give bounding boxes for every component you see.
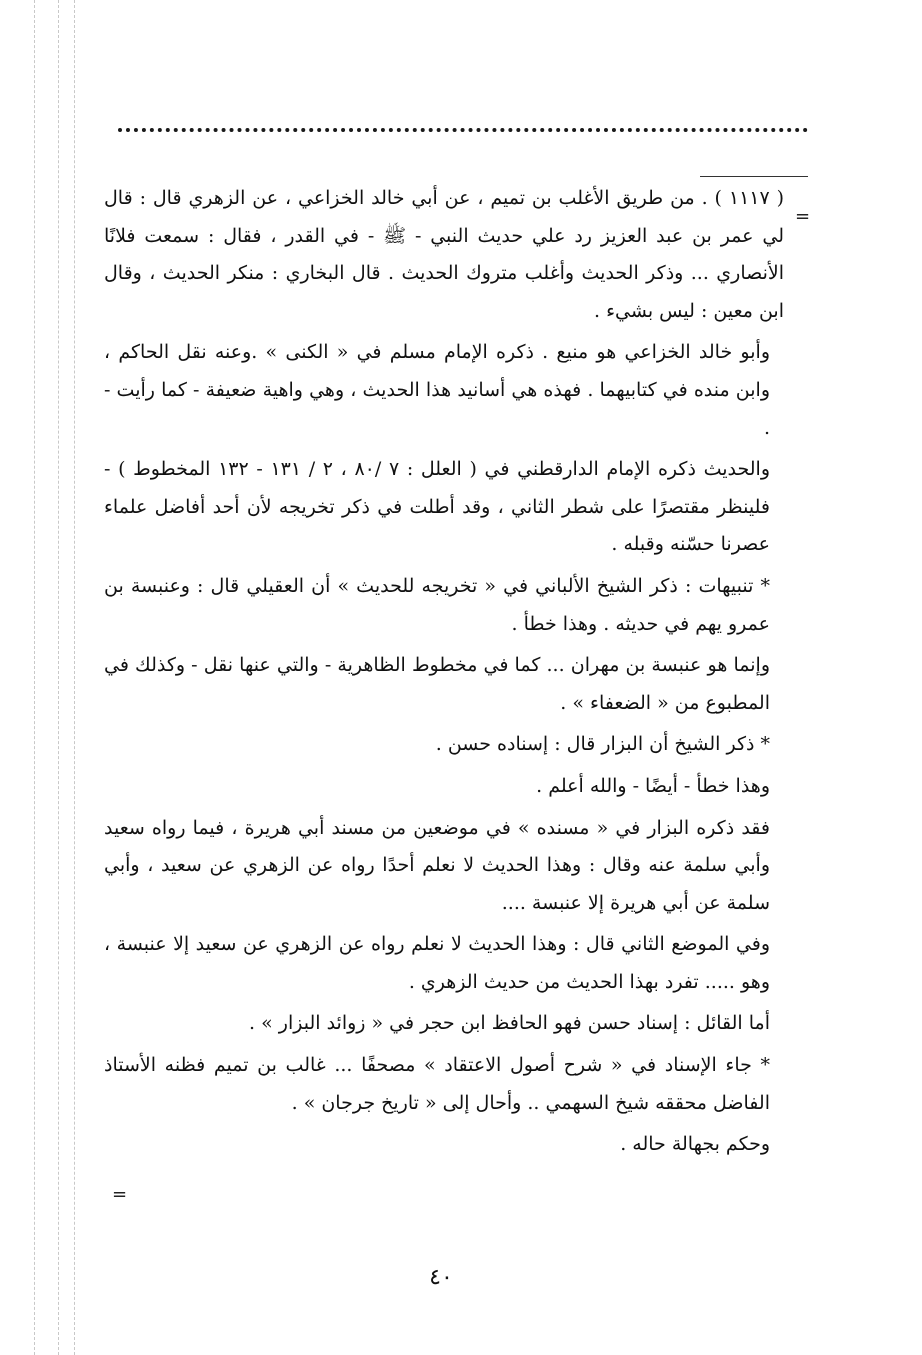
scan-edge-line — [34, 0, 35, 1355]
paragraph: ( ١١١٧ ) . من طريق الأغلب بن تميم ، عن أبي خالد الخزاعي ، عن الزهري قال : قال لي عمر بن عبد العزيز رد علي حديث النبي - ﷺ - في القدر ، فقال : سمعت فلانًا الأنصاري ... وذكر الحديث وأغلب متروك الحديث . قال البخاري : منكر الحديث ، وقال ابن معين : ليس بشيء . — [104, 187, 784, 322]
paragraph: * جاء الإسناد في « شرح أصول الاعتقاد » مصحفًا ... غالب بن تميم فظنه الأستاذ الفاضل محققه شيخ السهمي .. وأحال إلى « تاريخ جرجان » . — [104, 1054, 770, 1114]
paragraph: فقد ذكره البزار في « مسنده » في موضعين من مسند أبي هريرة ، فيما رواه سعيد وأبي سلمة عنه وقال : وهذا الحديث لا نعلم أحدًا رواه عن الزهري عن سعيد ، وأبي سلمة عن أبي هريرة إلا عنبسة .... — [104, 816, 770, 914]
footnote-text — [104, 180, 784, 1168]
paragraph: أما القائل : إسناد حسن فهو الحافظ ابن حجر في « زوائد البزار » . — [249, 1012, 770, 1035]
page-number: ٤٠ — [429, 1265, 453, 1290]
paragraph: وأبو خالد الخزاعي هو منيع . ذكره الإمام مسلم في « الكنى » .وعنه نقل الحاكم ، وابن منده في كتابيهما . فهذه هي أسانيد هذا الحديث ، وهي واهية ضعيفة - كما رأيت - . — [104, 341, 770, 439]
paragraph: والحديث ذكره الإمام الدارقطني في ( العلل : ٧ /٨٠ ، ٢ / ١٣١ - ١٣٢ المخطوط ) - فلينظر مقتصرًا على شطر الثاني ، وقد أطلت في ذكر تخريجه لأن أحد أفاضل علماء عصرنا حسّنه وقبله . — [104, 458, 770, 556]
paragraph: وهذا خطأ - أيضًا - والله أعلم . — [536, 774, 770, 797]
scan-edge-line — [74, 0, 75, 1355]
paragraph: وإنما هو عنبسة بن مهران ... كما في مخطوط الظاهرية - والتي عنها نقل - وكذلك في المطبوع من « الضعفاء » . — [104, 654, 770, 714]
paragraph: * تنبيهات : ذكر الشيخ الألباني في « تخريجه للحديث » أن العقيلي قال : وعنبسة بن عمرو يهم في حديثه . وهذا خطأ . — [104, 574, 770, 635]
scan-edge-line — [58, 0, 59, 1355]
paragraph: وفي الموضع الثاني قال : وهذا الحديث لا نعلم رواه عن الزهري عن سعيد إلا عنبسة ، وهو ..... تفرد بهذا الحديث من حديث الزهري . — [104, 933, 770, 993]
footnote-rule — [700, 176, 808, 177]
dotted-separator — [118, 128, 808, 132]
continuation-mark-top: = — [795, 206, 811, 227]
paragraph: وحكم بجهالة حاله . — [620, 1133, 770, 1156]
paragraph: * ذكر الشيخ أن البزار قال : إسناده حسن . — [435, 733, 770, 756]
continuation-mark-bottom: = — [112, 1184, 128, 1205]
